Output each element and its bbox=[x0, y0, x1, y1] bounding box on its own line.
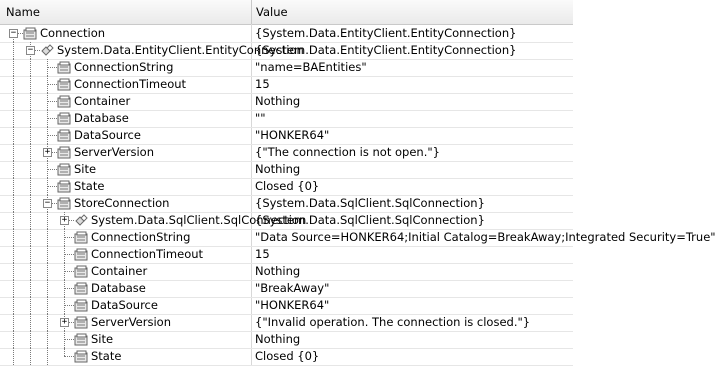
row-name: ServerVersion bbox=[74, 145, 155, 159]
value-column-header[interactable]: Value bbox=[256, 5, 288, 19]
row-name: DataSource bbox=[74, 128, 141, 142]
tree-guide-line bbox=[47, 169, 57, 170]
tree-guide-line bbox=[64, 348, 65, 356]
row-value: {System.Data.EntityClient.EntityConnection} bbox=[255, 43, 517, 57]
tree-row[interactable] bbox=[0, 263, 573, 281]
row-name: Site bbox=[74, 162, 97, 176]
row-name: Database bbox=[74, 111, 129, 125]
base-type-icon bbox=[40, 44, 55, 57]
tree-guide-line bbox=[30, 93, 31, 110]
tree-guide-line bbox=[30, 195, 31, 212]
row-name: Site bbox=[91, 332, 114, 346]
row-name: ServerVersion bbox=[91, 315, 172, 329]
tree-row[interactable] bbox=[0, 144, 573, 162]
row-name: ConnectionString bbox=[74, 60, 174, 74]
tree-guide-line bbox=[47, 101, 57, 102]
property-icon bbox=[74, 248, 89, 261]
tree-guide-line bbox=[13, 331, 14, 348]
property-icon bbox=[74, 333, 89, 346]
tree-guide-line bbox=[30, 246, 31, 263]
tree-guide-line bbox=[30, 144, 31, 161]
property-icon bbox=[57, 146, 72, 159]
tree-guide-line bbox=[13, 246, 14, 263]
tree-row[interactable] bbox=[0, 297, 573, 315]
tree-guide-line bbox=[13, 229, 14, 246]
tree-row[interactable] bbox=[0, 93, 573, 111]
tree-row[interactable] bbox=[0, 280, 573, 298]
tree-guide-line bbox=[13, 161, 14, 178]
row-value: Nothing bbox=[255, 264, 301, 278]
tree-guide-line bbox=[13, 110, 14, 127]
row-value: {"Invalid operation. The connection is closed."} bbox=[255, 315, 531, 329]
tree-row[interactable] bbox=[0, 229, 716, 247]
tree-guide-line bbox=[64, 254, 74, 255]
property-icon bbox=[57, 180, 72, 193]
tree-guide-line bbox=[64, 237, 74, 238]
property-icon bbox=[74, 231, 89, 244]
tree-guide-line bbox=[13, 93, 14, 110]
property-icon bbox=[57, 112, 72, 125]
tree-guide-line bbox=[30, 314, 31, 331]
tree-guide-line bbox=[47, 263, 48, 280]
property-icon bbox=[57, 61, 72, 74]
tree-row[interactable] bbox=[0, 76, 573, 94]
row-value: {"The connection is not open."} bbox=[255, 145, 440, 159]
tree-guide-line bbox=[47, 348, 48, 365]
row-value: "name=BAEntities" bbox=[255, 60, 367, 74]
tree-guide-line bbox=[47, 331, 48, 348]
tree-guide-line bbox=[64, 339, 74, 340]
row-value: "" bbox=[255, 111, 266, 125]
tree-guide-line bbox=[47, 246, 48, 263]
tree-guide-line bbox=[30, 297, 31, 314]
tree-row[interactable] bbox=[0, 195, 573, 213]
tree-guide-line bbox=[47, 212, 48, 229]
tree-guide-line bbox=[64, 288, 74, 289]
name-column-header[interactable]: Name bbox=[6, 5, 40, 19]
tree-guide-line bbox=[30, 161, 31, 178]
row-name: ConnectionTimeout bbox=[74, 77, 187, 91]
property-icon bbox=[74, 316, 89, 329]
expand-icon[interactable]: + bbox=[44, 147, 51, 157]
tree-guide-line bbox=[47, 229, 48, 246]
tree-row[interactable] bbox=[0, 59, 573, 77]
row-name: State bbox=[74, 179, 105, 193]
tree-guide-line bbox=[30, 178, 31, 195]
property-icon bbox=[57, 163, 72, 176]
tree-guide-line bbox=[64, 271, 74, 272]
tree-guide-line bbox=[47, 280, 48, 297]
collapse-icon[interactable]: − bbox=[27, 45, 34, 55]
row-value: {System.Data.EntityClient.EntityConnection} bbox=[255, 26, 517, 40]
expand-icon[interactable]: + bbox=[61, 317, 68, 327]
row-name: DataSource bbox=[91, 298, 158, 312]
tree-guide-line bbox=[30, 212, 31, 229]
tree-row[interactable] bbox=[0, 25, 573, 43]
row-name: System.Data.SqlClient.SqlConnection bbox=[91, 213, 307, 227]
tree-guide-line bbox=[47, 135, 57, 136]
property-icon bbox=[74, 265, 89, 278]
tree-guide-line bbox=[30, 263, 31, 280]
row-name: Container bbox=[74, 94, 131, 108]
tree-guide-line bbox=[47, 297, 48, 314]
tree-row[interactable] bbox=[0, 161, 573, 179]
row-name: ConnectionString bbox=[91, 230, 191, 244]
row-value: 15 bbox=[255, 247, 270, 261]
tree-row[interactable] bbox=[0, 331, 573, 349]
tree-guide-line bbox=[13, 263, 14, 280]
row-value: Nothing bbox=[255, 332, 301, 346]
tree-guide-line bbox=[30, 127, 31, 144]
row-value: "HONKER64" bbox=[255, 298, 330, 312]
tree-guide-line bbox=[13, 42, 14, 59]
tree-guide-line bbox=[47, 84, 57, 85]
collapse-icon[interactable]: − bbox=[44, 198, 51, 208]
tree-guide-line bbox=[13, 59, 14, 76]
collapse-icon[interactable]: − bbox=[10, 28, 17, 38]
tree-guide-line bbox=[13, 127, 14, 144]
property-icon bbox=[57, 129, 72, 142]
row-value: Closed {0} bbox=[255, 349, 320, 363]
object-icon bbox=[23, 27, 38, 40]
row-value: Nothing bbox=[255, 162, 301, 176]
row-value: {System.Data.SqlClient.SqlConnection} bbox=[255, 213, 485, 227]
tree-row[interactable] bbox=[0, 246, 573, 264]
tree-guide-line bbox=[30, 59, 31, 76]
tree-row[interactable] bbox=[0, 110, 573, 128]
tree-guide-line bbox=[13, 297, 14, 314]
tree-guide-line bbox=[13, 195, 14, 212]
tree-guide-line bbox=[30, 110, 31, 127]
property-icon bbox=[74, 282, 89, 295]
tree-guide-line bbox=[47, 67, 57, 68]
tree-guide-line bbox=[13, 280, 14, 297]
tree-guide-line bbox=[30, 229, 31, 246]
base-type-icon bbox=[74, 214, 89, 227]
tree-guide-line bbox=[13, 144, 14, 161]
row-name: Database bbox=[91, 281, 146, 295]
property-icon bbox=[74, 299, 89, 312]
tree-row[interactable] bbox=[0, 178, 573, 196]
row-value: "BreakAway" bbox=[255, 281, 330, 295]
row-name: StoreConnection bbox=[74, 196, 170, 210]
tree-guide-line bbox=[13, 178, 14, 195]
column-header bbox=[0, 0, 573, 25]
row-name: ConnectionTimeout bbox=[91, 247, 204, 261]
row-value: "Data Source=HONKER64;Initial Catalog=BreakAway;Integrated Security=True" bbox=[255, 230, 716, 244]
tree-row[interactable] bbox=[0, 127, 573, 145]
row-value: Closed {0} bbox=[255, 179, 320, 193]
tree-guide-line bbox=[47, 314, 48, 331]
tree-guide-line bbox=[13, 348, 14, 365]
property-icon bbox=[57, 78, 72, 91]
tree-guide-line bbox=[30, 280, 31, 297]
expand-icon[interactable]: + bbox=[61, 215, 68, 225]
tree-guide-line bbox=[47, 118, 57, 119]
row-name: System.Data.EntityClient.EntityConnection bbox=[57, 43, 304, 57]
row-value: {System.Data.SqlClient.SqlConnection} bbox=[255, 196, 485, 210]
tree-guide-line bbox=[13, 314, 14, 331]
property-icon bbox=[57, 95, 72, 108]
tree-guide-line bbox=[13, 76, 14, 93]
property-icon bbox=[57, 197, 72, 210]
row-value: "HONKER64" bbox=[255, 128, 330, 142]
tree-guide-line bbox=[47, 186, 57, 187]
tree-guide-line bbox=[30, 331, 31, 348]
property-icon bbox=[74, 350, 89, 363]
tree-guide-line bbox=[13, 212, 14, 229]
row-name: Container bbox=[91, 264, 148, 278]
tree-guide-line bbox=[30, 348, 31, 365]
tree-guide-line bbox=[30, 76, 31, 93]
row-value: Nothing bbox=[255, 94, 301, 108]
row-name: Connection bbox=[40, 26, 106, 40]
row-value: 15 bbox=[255, 77, 270, 91]
tree-row[interactable] bbox=[0, 212, 573, 230]
tree-guide-line bbox=[64, 356, 74, 357]
tree-guide-line bbox=[64, 305, 74, 306]
tree-row[interactable] bbox=[0, 348, 573, 366]
row-name: State bbox=[91, 349, 122, 363]
tree-row[interactable] bbox=[0, 314, 573, 332]
column-splitter[interactable] bbox=[251, 0, 252, 24]
tree-row[interactable] bbox=[0, 42, 573, 60]
